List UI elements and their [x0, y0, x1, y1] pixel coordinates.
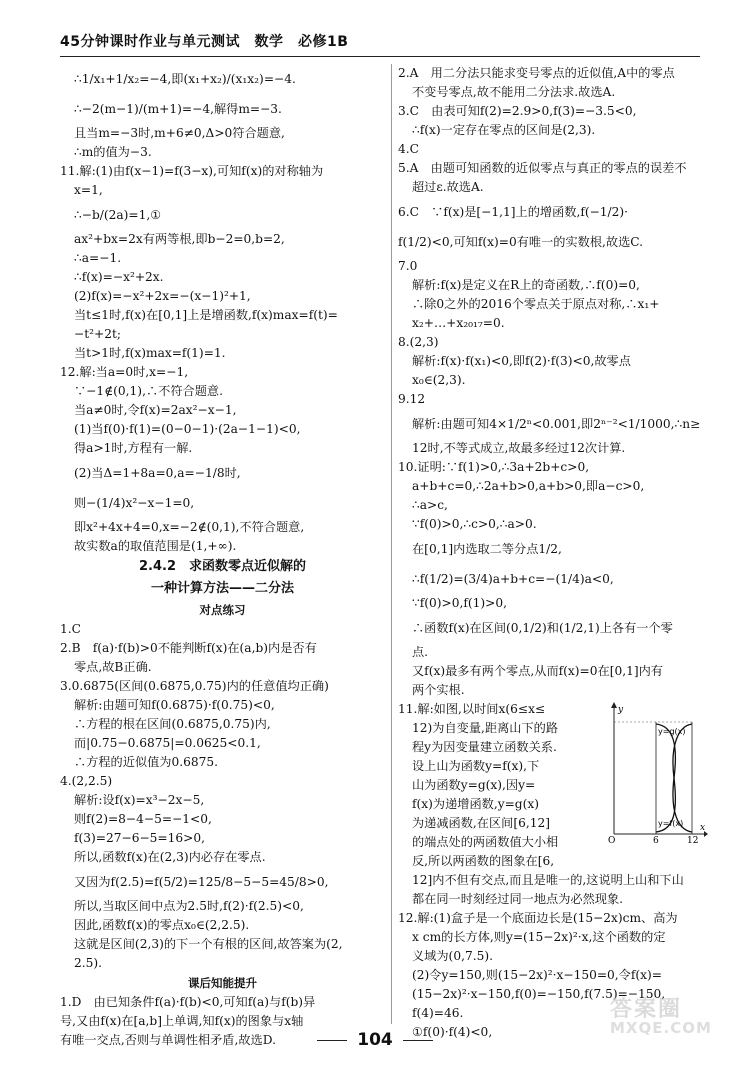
right-fig-text-line: 反,所以两函数的图象在[6, — [412, 854, 555, 868]
left-line: 所以,当取区间中点为2.5时,f(2)·f(2.5)<0, — [74, 899, 304, 913]
column-divider — [391, 64, 392, 1024]
left-line: 1.C — [60, 622, 81, 636]
left-line: ∴方程的根在区间(0.6875,0.75)内, — [74, 717, 271, 731]
right-bottom-line: 12.解:(1)盒子是一个底面边长是(15−2x)cm、高为 — [398, 911, 678, 925]
mountain-path-figure — [608, 702, 708, 846]
watermark-line-1: 答案圈 — [610, 997, 683, 1022]
left-line: 12.解:当a=0时,x=−1, — [60, 365, 189, 379]
right-fig-text-line: 设上山为函数y=f(x),下 — [412, 759, 540, 773]
right-top-line: 解析:f(x)·f(x₁)<0,即f(2)·f(3)<0,故零点 — [412, 354, 631, 368]
right-top-line: 7.0 — [398, 259, 418, 273]
right-fig-text-line: 12)为自变量,距离山下的路 — [412, 721, 559, 735]
right-bottom-line: (2)令y=150,则(15−2x)²·x−150=0,令f(x)= — [412, 968, 662, 982]
left-line: ∵−1∉(0,1),∴不符合题意. — [74, 384, 223, 398]
left-line: 则−(1/4)x²−x−1=0, — [74, 496, 195, 510]
left-line: (1)当f(0)·f(1)=(0−0−1)·(2a−1−1)<0, — [74, 422, 301, 436]
right-top-line: 12时,不等式成立,故最多经过12次计算. — [412, 441, 626, 455]
right-bottom-line: 都在同一时刻经过同一地点为必然现象. — [412, 892, 624, 906]
left-line: 得a>1时,方程有一解. — [74, 441, 193, 455]
right-bottom-line: 12]内不但有交点,而且是唯一的,这说明上山和下山 — [412, 873, 684, 887]
left-line: ∴m的值为−3. — [74, 145, 152, 159]
page-number: 104 — [357, 1030, 393, 1050]
left-line: 对点练习 — [199, 603, 246, 617]
left-line: 当a≠0时,令f(x)=2ax²−x−1, — [74, 403, 237, 417]
x-axis-label: x — [700, 823, 706, 833]
left-line: 1.D 由已知条件f(a)·f(b)<0,可知f(a)与f(b)异 — [60, 995, 316, 1009]
left-line: ∴−b/(2a)=1,① — [74, 208, 162, 222]
left-line: 而|0.75−0.6875|=0.0625<0.1, — [74, 736, 261, 750]
right-fig-text-line: 11.解:如图,以时间x(6≤x≤ — [398, 702, 546, 716]
left-line: 且当m=−3时,m+6≠0,Δ>0符合题意, — [74, 126, 285, 140]
left-line: 2.B f(a)·f(b)>0不能判断f(x)在(a,b)内是否有 — [60, 641, 317, 655]
left-line: 11.解:(1)由f(x−1)=f(3−x),可知f(x)的对称轴为 — [60, 164, 324, 178]
right-top-line: 又f(x)最多有两个零点,从而f(x)=0在[0,1]内有 — [412, 664, 663, 678]
right-fig-text-line: f(x)为递增函数,y=g(x) — [412, 797, 539, 811]
right-top-line: 3.C 由表可知f(2)=2.9>0,f(3)=−3.5<0, — [398, 104, 637, 118]
right-top-line: 不变号零点,故不能用二分法求.故选A. — [412, 85, 616, 99]
right-top-line: 解析:由题可知4×1/2ⁿ<0.001,即2ⁿ⁻²<1/1000,∴n≥ — [412, 417, 701, 431]
right-fig-text-line: 的端点处的两函数值大小相 — [412, 835, 559, 849]
left-line: 零点,故B正确. — [74, 660, 152, 674]
right-top-line: 10.证明:∵f(1)>0,∴3a+2b+c>0, — [398, 460, 590, 474]
watermark-line-2: MXQE.COM — [610, 1019, 712, 1037]
left-line: 4.(2,2.5) — [60, 774, 113, 788]
footer-dash-left — [317, 1040, 347, 1041]
right-top-line: ∴f(1/2)=(3/4)a+b+c=−(1/4)a<0, — [412, 572, 614, 586]
f-label: y=f(x) — [658, 819, 684, 828]
left-line: 所以,函数f(x)在(2,3)内必存在零点. — [74, 850, 266, 864]
right-top-line: ∴函数f(x)在区间(0,1/2)和(1/2,1)上各有一个零 — [412, 621, 673, 635]
right-bottom-line: (15−2x)²·x−150,f(0)=−150,f(7.5)=−150, — [412, 987, 666, 1001]
right-top-line: 两个实根. — [412, 683, 465, 697]
right-bottom-line: 义域为(0,7.5). — [412, 949, 493, 963]
left-line: 课后知能提升 — [188, 976, 257, 990]
right-fig-text-line: 程y为因变量建立函数关系. — [412, 740, 557, 754]
right-top-line: a+b+c=0,∴2a+b>0,a+b>0,即a−c>0, — [412, 479, 645, 493]
right-top-line: x₂+…+x₂₀₁₇=0. — [412, 316, 505, 330]
origin-label: O — [608, 836, 616, 846]
left-line: 解析:由题可知f(0.6875)·f(0.75)<0, — [74, 698, 275, 712]
right-bottom-line: ①f(0)·f(4)<0, — [412, 1025, 493, 1039]
page-header: 45分钟课时作业与单元测试 数学 必修1B — [60, 28, 700, 57]
left-line: 当t≤1时,f(x)在[0,1]上是增函数,f(x)max=f(t)= — [74, 308, 338, 322]
left-line: 2.5). — [74, 956, 103, 970]
left-line: 即x²+4x+4=0,x=−2∉(0,1),不符合题意, — [74, 520, 305, 534]
left-line: ∴f(x)=−x²+2x. — [74, 270, 164, 284]
right-fig-text-line: 为递减函数,在区间[6,12] — [412, 816, 551, 830]
right-bottom-line: x cm的长方体,则y=(15−2x)²·x,这个函数的定 — [412, 930, 666, 944]
right-top-line: 4.C — [398, 142, 419, 156]
y-axis-label: y — [618, 705, 624, 715]
left-line: 有唯一交点,否则与单调性相矛盾,故选D. — [60, 1033, 276, 1047]
right-top-line: 5.A 由题可知函数的近似零点与真正的零点的误差不 — [398, 161, 687, 175]
right-top-line: 2.A 用二分法只能求变号零点的近似值,A中的零点 — [398, 66, 675, 80]
right-top-line: ∵f(0)>0,∴c>0,∴a>0. — [412, 517, 537, 531]
g-label: y=g(x) — [658, 727, 686, 736]
watermark-logo — [610, 997, 745, 1062]
left-line: 2.4.2 求函数零点近似解的 — [138, 559, 306, 574]
left-line: 因此,函数f(x)的零点x₀∈(2,2.5). — [74, 918, 250, 932]
right-top-line: 解析:f(x)是定义在R上的奇函数,∴f(0)=0, — [412, 278, 640, 292]
left-line: 当t>1时,f(x)max=f(1)=1. — [74, 346, 226, 360]
left-line: 一种计算方法——二分法 — [150, 581, 294, 596]
right-top-line: 点. — [412, 645, 429, 659]
left-line: (2)f(x)=−x²+2x=−(x−1)²+1, — [74, 289, 251, 303]
y-axis-arrow — [611, 702, 617, 708]
footer-dash-right — [403, 1040, 433, 1041]
tick-6-label: 6 — [653, 836, 659, 846]
right-fig-text-line: 山为函数y=g(x),因y= — [412, 778, 536, 792]
right-top-line: f(1/2)<0,可知f(x)=0有唯一的实数根,故选C. — [398, 235, 644, 249]
left-line: x=1, — [74, 183, 103, 197]
tick-12-label: 12 — [687, 836, 699, 846]
left-line: 3.0.6875(区间(0.6875,0.75)内的任意值均正确) — [60, 679, 329, 693]
right-top-line: 在[0,1]内选取二等分点1/2, — [412, 542, 562, 556]
left-line: 这就是区间(2,3)的下一个有根的区间,故答案为(2, — [74, 937, 343, 951]
right-top-line: ∴除0之外的2016个零点关于原点对称,∴x₁+ — [412, 297, 660, 311]
left-line: 则f(2)=8−4−5=−1<0, — [74, 812, 212, 826]
left-line: f(3)=27−6−5=16>0, — [74, 831, 205, 845]
left-line: ∴a=−1. — [74, 251, 122, 265]
right-top-line: ∴a>c, — [412, 498, 448, 512]
right-top-line: ∵f(0)>0,f(1)>0, — [412, 596, 507, 610]
left-line: ax²+bx=2x有两等根,即b−2=0,b=2, — [74, 232, 285, 246]
right-top-line: x₀∈(2,3). — [412, 373, 466, 387]
left-line: ∴1/x₁+1/x₂=−4,即(x₁+x₂)/(x₁x₂)=−4. — [74, 72, 296, 86]
left-line: −t²+2t; — [74, 327, 121, 341]
left-line: ∴−2(m−1)/(m+1)=−4,解得m=−3. — [74, 102, 282, 116]
left-line: ∴方程的近似值为0.6875. — [74, 755, 219, 769]
right-top-line: ∴f(x)一定存在零点的区间是(2,3). — [412, 123, 596, 137]
left-line: 号,又由f(x)在[a,b]上单调,知f(x)的图象与x轴 — [60, 1014, 304, 1028]
left-line: 故实数a的取值范围是(1,+∞). — [74, 539, 237, 553]
right-top-line: 8.(2,3) — [398, 335, 439, 349]
left-line: 解析:设f(x)=x³−2x−5, — [74, 793, 205, 807]
right-top-line: 超过ε.故选A. — [412, 180, 484, 194]
right-top-line: 9.12 — [398, 392, 426, 406]
right-column-figure-text — [398, 700, 603, 871]
left-line: (2)当Δ=1+8a=0,a=−1/8时, — [74, 466, 241, 480]
left-line: 又因为f(2.5)=f(5/2)=125/8−5−5=45/8>0, — [74, 875, 329, 889]
right-column-top — [398, 64, 703, 700]
right-bottom-line: f(4)=46. — [412, 1006, 464, 1020]
right-top-line: 6.C ∵f(x)是[−1,1]上的增函数,f(−1/2)· — [398, 205, 629, 219]
